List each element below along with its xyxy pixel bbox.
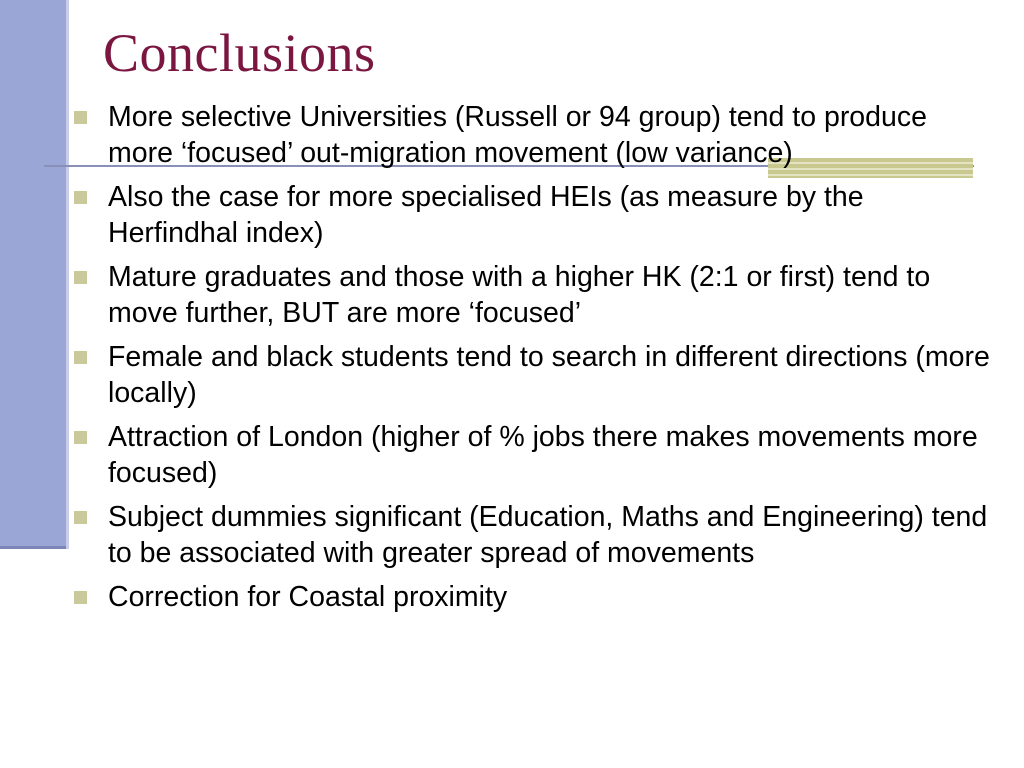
left-bar-shadow: [0, 546, 66, 549]
bullet-item: [70, 499, 990, 571]
bullet-text: Also the case for more specialised HEIs (as measure by the Herfindhal index): [108, 181, 864, 249]
square-bullet-icon: [74, 111, 87, 124]
bullet-item: [70, 339, 990, 411]
left-decorative-bar: [0, 0, 66, 546]
bullet-item: [70, 179, 990, 251]
square-bullet-icon: [74, 191, 87, 204]
square-bullet-icon: [74, 271, 87, 284]
bullet-text: Attraction of London (higher of % jobs there makes movements more focused): [108, 421, 978, 489]
bullet-text: Subject dummies significant (Education, Maths and Engineering) tend to be associated with greater spread of movements: [108, 501, 988, 569]
square-bullet-icon: [74, 431, 87, 444]
square-bullet-icon: [74, 351, 87, 364]
bullet-item: [70, 259, 990, 331]
bullet-item: [70, 579, 990, 615]
square-bullet-icon: [74, 511, 87, 524]
bullet-text: More selective Universities (Russell or 94 group) tend to produce more ‘focused’ out-migration movement (low variance): [108, 101, 927, 169]
bullet-list: [70, 99, 990, 623]
bullet-text: Mature graduates and those with a higher HK (2:1 or first) tend to move further, BUT are more ‘focused’: [108, 261, 931, 329]
slide-title: Conclusions: [103, 23, 376, 83]
left-bar-edge: [66, 0, 69, 549]
bullet-item: [70, 419, 990, 491]
bullet-text: Female and black students tend to search in different directions (more locally): [108, 341, 990, 409]
square-bullet-icon: [74, 591, 87, 604]
bullet-text: Correction for Coastal proximity: [108, 581, 508, 613]
bullet-item: [70, 99, 990, 171]
